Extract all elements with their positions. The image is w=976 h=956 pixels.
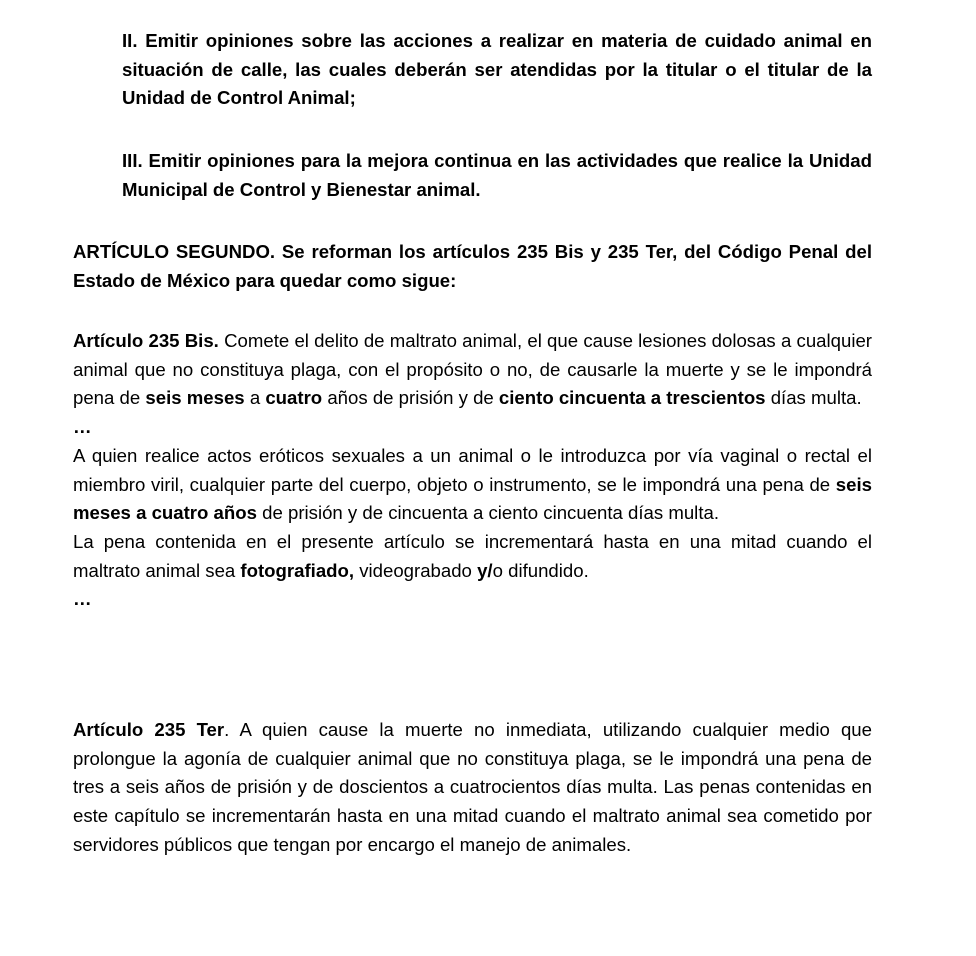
article-235-ter-paragraph [73,716,872,860]
art-bis-p1-d: cuatro [265,387,323,409]
art-bis-p1-b: seis meses [145,387,245,409]
article-235-bis-heading: Artículo 235 Bis. [73,330,219,351]
article-235-ter-body: . A quien cause la muerte no inmediata, utilizando cualquier medio que prolongue la agonía de cualquier animal que no constituya plaga, se le impondrá una pena de tres a seis años de prisión y de doscientos a cuatrocientos días multa. Las penas contenidas en este capítulo se incrementarán hasta en una mitad cuando el maltrato animal sea cometido por servidores públicos que tengan por encargo el manejo de animales. [73,719,872,855]
fraction-iii-text: III. Emitir opiniones para la mejora continua en las actividades que realice la Unidad Municipal de Control y Bienestar animal. [122,150,872,200]
articulo-segundo [73,238,872,295]
article-235-ter-heading: Artículo 235 Ter [73,719,225,740]
article-235-ter [73,716,872,860]
ellipsis-2: … [73,588,92,610]
art-bis-p1-f: ciento cincuenta a trescientos [498,387,766,409]
art-bis-p1-a: Comete el delito de maltrato animal, el que cause lesiones dolosas a cualquier animal que no constituya plaga, con el propósito o no, de causarle la muerte y se le impondrá pena de [73,330,872,409]
art-bis-p2-b: seis meses a cuatro años [73,473,872,524]
art-bis-p1-g: días multa. [765,387,862,409]
article-235-bis-paragraph-3 [73,528,872,585]
art-bis-p3-c: videograbado [354,559,478,581]
art-bis-p3-b: fotografiado, [240,559,355,581]
art-bis-p1-c: a [244,387,266,409]
fraction-ii [122,27,872,113]
art-bis-p2-c: de prisión y de cincuenta a ciento cincuenta días multa. [256,502,719,524]
ellipsis-1: … [73,416,92,438]
fraction-iii [122,147,872,204]
article-235-bis-paragraph-2 [73,442,872,528]
art-bis-p2-a: A quien realice actos eróticos sexuales a un animal o le introduzca por vía vaginal o rectal el miembro viril, cualquier parte del cuerpo, objeto o instrumento, se le impondrá una pena de [73,444,872,495]
fraction-ii-text: II. Emitir opiniones sobre las acciones a realizar en materia de cuidado animal en situación de calle, las cuales deberán ser atendidas por la titular o el titular de la Unidad de Control Animal; [122,30,872,109]
art-bis-p3-d: y/ [477,559,493,581]
article-235-bis [73,327,872,614]
art-bis-p3-e: o difundido. [492,559,589,581]
article-235-bis-paragraph-1 [73,327,872,413]
art-bis-p3-a: La pena contenida en el presente artículo se incrementará hasta en una mitad cuando el maltrato animal sea [73,530,872,581]
art-bis-p1-e: años de prisión y de [322,387,499,409]
articulo-segundo-text: ARTÍCULO SEGUNDO. Se reforman los artículos 235 Bis y 235 Ter, del Código Penal del Estado de México para quedar como sigue: [73,241,872,291]
